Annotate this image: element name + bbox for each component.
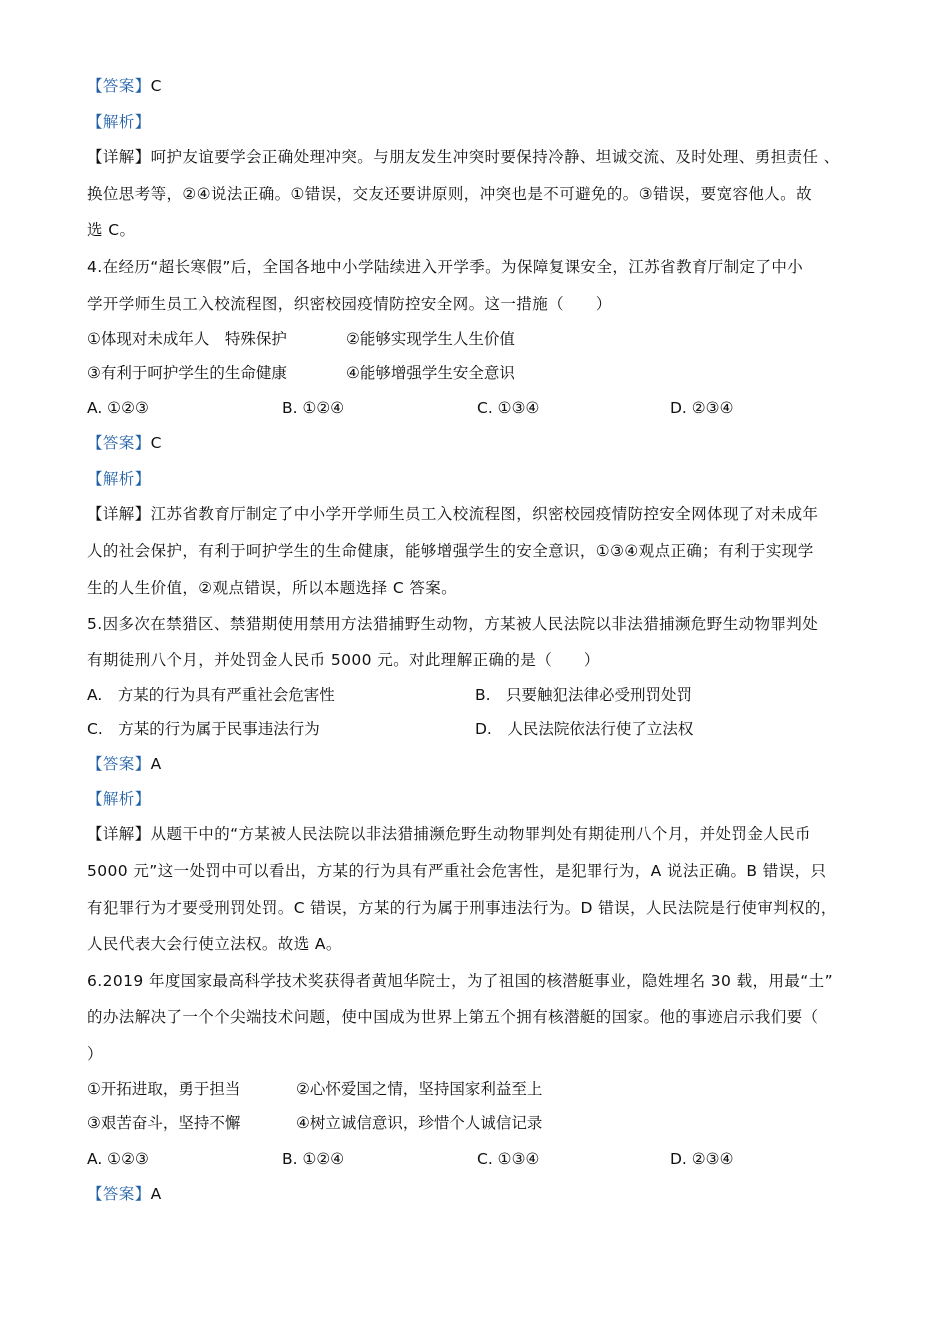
detail-text: 人的社会保护，有利于呵护学生的生命健康，能够增强学生的安全意识，①③④观点正确；有利于实现学 bbox=[87, 542, 814, 560]
question-stem: 有期徒刑八个月，并处罚金人民币 5000 元。对此理解正确的是（ ） bbox=[87, 651, 600, 669]
detail-text: 生的人生价值，②观点错误，所以本题选择 C 答案。 bbox=[87, 579, 458, 597]
answer-tag: 【答案】 bbox=[87, 77, 151, 95]
q4-answer-line bbox=[87, 432, 162, 454]
answer-value: C bbox=[150, 77, 162, 95]
analysis-tag: 【解析】 bbox=[87, 790, 151, 808]
statement-item: ①体现对未成年人 特殊保护 bbox=[87, 330, 287, 348]
q3-answer-line bbox=[87, 75, 162, 97]
statement-item: ③有利于呵护学生的生命健康 bbox=[87, 364, 287, 382]
question-stem: 6.2019 年度国家最高科学技术奖获得者黄旭华院士，为了祖国的核潜艇事业，隐姓埋名 30 载，用最“土” bbox=[87, 972, 834, 990]
choice-a: A. ①②③ bbox=[87, 1150, 149, 1168]
detail-text: 5000 元”这一处罚中可以看出，方某的行为具有严重社会危害性，是犯罪行为，A 说法正确。B 错误，只 bbox=[87, 862, 827, 880]
detail-text: 【详解】呵护友谊要学会正确处理冲突。与朋友发生冲突时要保持冷静、坦诚交流、及时处理、勇担责任 、 bbox=[87, 148, 840, 166]
choice-c: C. 方某的行为属于民事违法行为 bbox=[87, 720, 320, 738]
question-stem: 5.因多次在禁猎区、禁猎期使用禁用方法猎捕野生动物，方某被人民法院以非法猎捕濒危野生动物罪判处 bbox=[87, 615, 819, 633]
choice-b: B. ①②④ bbox=[282, 399, 345, 417]
choice-b: B. 只要触犯法律必受刑罚处罚 bbox=[475, 686, 693, 704]
choice-d: D. ②③④ bbox=[670, 1150, 734, 1168]
answer-tag: 【答案】 bbox=[87, 434, 151, 452]
answer-tag: 【答案】 bbox=[87, 1185, 151, 1203]
analysis-tag: 【解析】 bbox=[87, 113, 151, 131]
detail-text: 【详解】从题干中的“方某被人民法院以非法猎捕濒危野生动物罪判处有期徒刑八个月，并处罚金人民币 bbox=[87, 825, 811, 843]
choice-a: A. ①②③ bbox=[87, 399, 149, 417]
detail-text: 【详解】江苏省教育厅制定了中小学开学师生员工入校流程图，织密校园疫情防控安全网体现了对未成年 bbox=[87, 505, 819, 523]
q6-answer-line bbox=[87, 1183, 162, 1205]
choice-c: C. ①③④ bbox=[477, 1150, 540, 1168]
statement-item: ②心怀爱国之情，坚持国家利益至上 bbox=[296, 1080, 543, 1098]
choice-d: D. 人民法院依法行使了立法权 bbox=[475, 720, 694, 738]
q5-answer-line bbox=[87, 753, 162, 775]
detail-text: 人民代表大会行使立法权。故选 A。 bbox=[87, 935, 342, 953]
question-stem: 学开学师生员工入校流程图，织密校园疫情防控安全网。这一措施（ ） bbox=[87, 295, 612, 313]
answer-value: C bbox=[150, 434, 162, 452]
choice-c: C. ①③④ bbox=[477, 399, 540, 417]
answer-tag: 【答案】 bbox=[87, 755, 151, 773]
question-stem: 4.在经历“超长寒假”后，全国各地中小学陆续进入开学季。为保障复课安全，江苏省教育厅制定了中小 bbox=[87, 258, 804, 276]
choice-b: B. ①②④ bbox=[282, 1150, 345, 1168]
question-stem: ） bbox=[87, 1045, 103, 1063]
detail-text: 有犯罪行为才要受刑罚处罚。C 错误，方某的行为属于刑事违法行为。D 错误，人民法院是行使审判权的， bbox=[87, 899, 837, 917]
detail-text: 选 C。 bbox=[87, 221, 136, 239]
choice-a: A. 方某的行为具有严重社会危害性 bbox=[87, 686, 335, 704]
statement-item: ④能够增强学生安全意识 bbox=[346, 364, 515, 382]
choice-d: D. ②③④ bbox=[670, 399, 734, 417]
statement-item: ③艰苦奋斗，坚持不懈 bbox=[87, 1114, 241, 1132]
analysis-tag: 【解析】 bbox=[87, 470, 151, 488]
answer-value: A bbox=[150, 1185, 162, 1203]
statement-item: ①开拓进取，勇于担当 bbox=[87, 1080, 241, 1098]
statement-item: ④树立诚信意识，珍惜个人诚信记录 bbox=[296, 1114, 543, 1132]
answer-value: A bbox=[150, 755, 162, 773]
statement-item: ②能够实现学生人生价值 bbox=[346, 330, 515, 348]
question-stem: 的办法解决了一个个尖端技术问题，使中国成为世界上第五个拥有核潜艇的国家。他的事迹启示我们要（ bbox=[87, 1008, 819, 1026]
detail-text: 换位思考等，②④说法正确。①错误，交友还要讲原则，冲突也是不可避免的。③错误，要宽容他人。故 bbox=[87, 185, 812, 203]
